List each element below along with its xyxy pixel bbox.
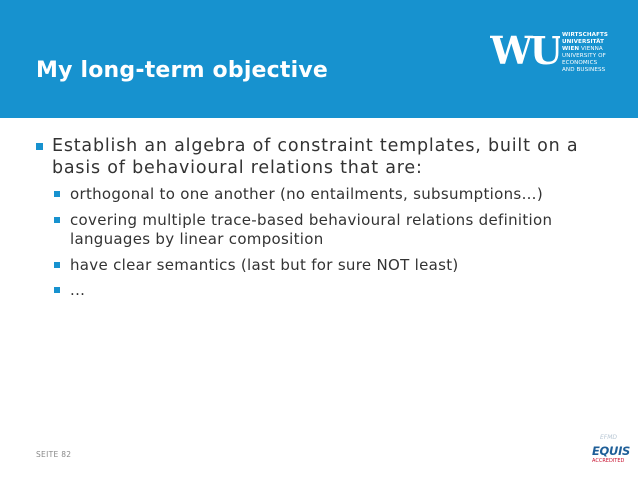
wu-logo-mark-icon (490, 28, 560, 72)
sub-bullet-text: covering multiple trace-based behavioural relations definition languages by linear composition (70, 210, 553, 248)
title-bar (0, 0, 638, 118)
sub-list-item (36, 256, 616, 276)
equis-accreditation-logo: EFMD EQUIS ACCREDITED (592, 434, 631, 464)
page-number: SEITE 82 (36, 450, 72, 459)
bullet-square-icon (36, 143, 43, 150)
sub-list-item (36, 281, 616, 301)
bullet-square-icon (54, 191, 60, 197)
bullet-text: Establish an algebra of constraint templates, built on a basis of behavioural relations that are: (52, 136, 579, 178)
list-item (36, 136, 616, 179)
bullet-square-icon (54, 217, 60, 223)
sub-bullet-text: orthogonal to one another (no entailments, subsumptions…) (70, 185, 544, 203)
bullet-square-icon (54, 262, 60, 268)
bullet-square-icon (54, 287, 60, 293)
sub-list-item (36, 185, 616, 205)
svg-text:WU: WU (490, 28, 560, 72)
wu-logo-text: WIRTSCHAFTS UNIVERSITÄT WIEN VIENNA UNIVERSITY OF ECONOMICS AND BUSINESS (562, 32, 609, 74)
sub-bullet-text: have clear semantics (last but for sure NOT least) (70, 255, 459, 274)
bullet-list (36, 136, 616, 301)
wu-logo (490, 28, 630, 98)
slide-title: My long-term objective (36, 58, 329, 83)
sub-list-item (36, 211, 616, 250)
sub-bullet-text: ... (70, 281, 86, 299)
